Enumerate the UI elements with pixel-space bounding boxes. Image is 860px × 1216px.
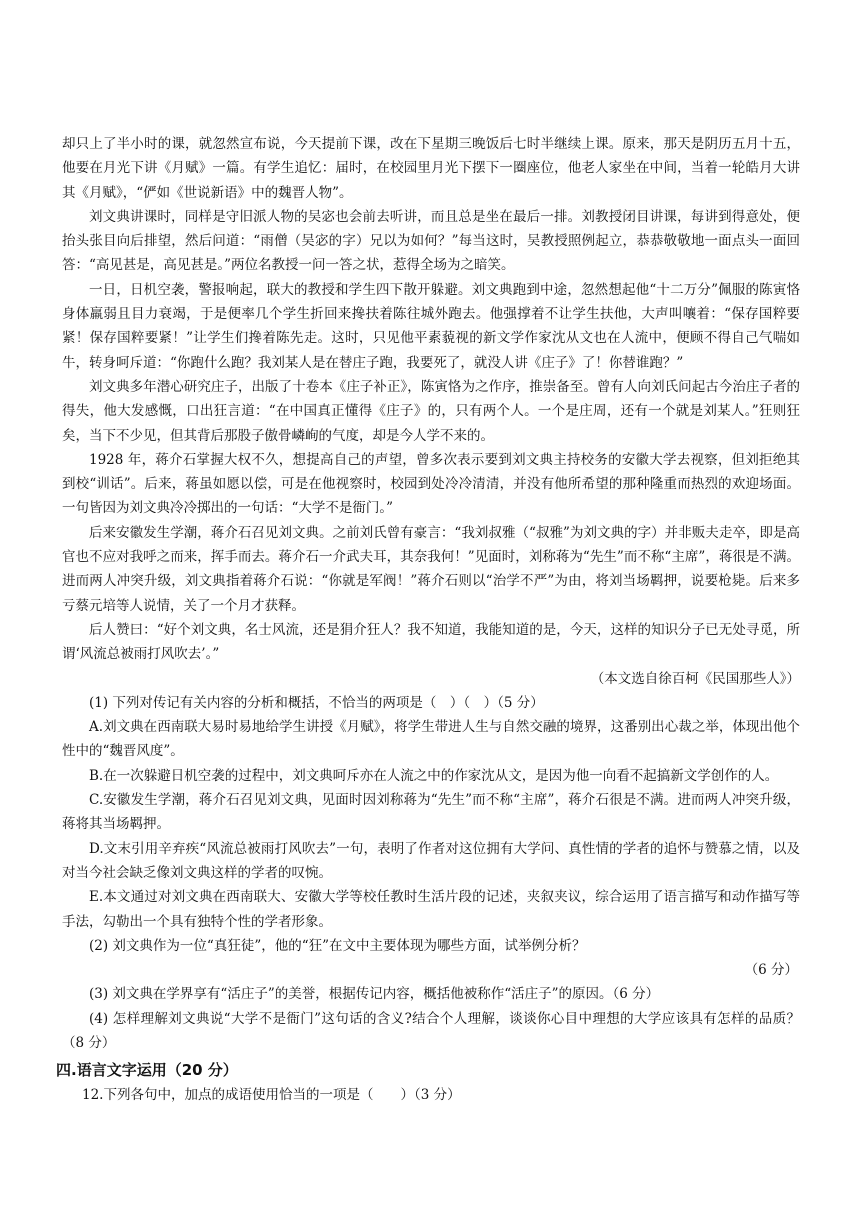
paragraph-4: 刘文典多年潜心研究庄子，出版了十卷本《庄子补正》，陈寅恪为之作序，推崇备至。曾有人向刘氏问起古今治庄子者的得失，他大发感慨，口出狂言道：“在中国真正懂得《庄子》的，只有两个人。一个是庄周，还有一个就是刘某人。”狂则狂矣，当下不少见，但其背后那股子傲骨嶙峋的气度，却是今人学不来的。 [62,378,800,444]
question-1-stem: (1) 下列对传记有关内容的分析和概括，不恰当的两项是（ ）（ ）（5 分） [89,694,544,711]
paragraph-5: 1928 年，蒋介石掌握大权不久，想提高自己的声望，曾多次表示要到刘文典主持校务的安徽大学去视察，但刘拒绝其到校“训话”。后来，蒋虽如愿以偿，可是在他视察时，校园到处冷冷清清，并没有他所希望的那种隆重而热烈的欢迎场面。一句皆因为刘文典冷冷掷出的一句话：“大学不是衙门。” [62,451,800,517]
paragraph-3: 一日，日机空袭，警报响起，联大的教授和学生四下散开躲避。刘文典跑到中途，忽然想起他“十二万分”佩服的陈寅恪身体羸弱且目力衰竭，于是便率几个学生折回来搀扶着陈往城外跑去。他强撑着不让学生扶他，大声叫嚷着：“保存国粹要紧！保存国粹要紧！”让学生们搀着陈先走。这时，只见他平素藐视的新文学作家沈从文也在人流中，便顾不得自己气喘如牛，转身呵斥道：“你跑什么跑？我刘某人是在替庄子跑，我要死了，就没人讲《庄子》了！你替谁跑？” [62,281,800,371]
option-d: D.文末引用辛弃疾“风流总被雨打风吹去”一句，表明了作者对这位拥有大学问、真性情的学者的追怀与赞慕之情，以及对当今社会缺乏像刘文典这样的学者的叹惋。 [62,840,800,881]
question-12: 12.下列各句中，加点的成语使用恰当的一项是（ ）（3 分） [82,1087,461,1104]
paragraph-6: 后来安徽发生学潮，蒋介石召见刘文典。之前刘氏曾有豪言：“我刘叔雅（“叔雅”为刘文典的字）并非贩夫走卒，即是高官也不应对我呼之而来，挥手而去。蒋介石一介武夫耳，其奈我何！”见面时，刘称蒋为“先生”而不称“主席”，蒋很是不满。进而两人冲突升级，刘文典指着蒋介石说：“你就是军阀！”蒋介石则以“治学不严”为由，将刘当场羁押，说要枪毙。后来多亏蔡元培等人说情，关了一个月才获释。 [62,524,800,614]
question-2-score: （6 分） [744,962,798,979]
paragraph-2: 刘文典讲课时，同样是守旧派人物的吴宓也会前去听讲，而且总是坐在最后一排。刘教授闭目讲课，每讲到得意处，便抬头张目向后排望，然后问道：“雨僧（吴宓的字）兄以为如何？”每当这时，吴教授照例起立，恭恭敬敬地一面点头一面回答：“高见甚是，高见甚是。”两位名教授一问一答之状，惹得全场为之暗笑。 [62,208,800,274]
question-3: (3) 刘文典在学界享有“活庄子”的美誉，根据传记内容，概括他被称作“活庄子”的原因。（6 分） [89,986,660,1003]
question-4: (4) 怎样理解刘文典说“大学不是衙门”这句话的含义?结合个人理解，谈谈你心目中理想的大学应该具有怎样的品质？（8 分） [62,1010,800,1051]
option-e: E.本文通过对刘文典在西南联大、安徽大学等校任教时生活片段的记述，夹叙夹议，综合运用了语言描写和动作描写等手法，勾勒出一个具有独特个性的学者形象。 [62,889,800,930]
exam-page [56,132,800,1108]
paragraph-7: 后人赞曰：“好个刘文典，名士风流，还是狷介狂人？我不知道，我能知道的是，今天，这样的知识分子已无处寻觅，所谓‘风流总被雨打风吹去’。” [62,621,800,663]
option-c: C.安徽发生学潮，蒋介石召见刘文典，见面时因刘称蒋为“先生”而不称“主席”，蒋介石很是不满。进而两人冲突升级，蒋将其当场羁押。 [62,792,800,833]
option-b: B.在一次躲避日机空袭的过程中，刘文典呵斥亦在人流之中的作家沈从文，是因为他一向看不起搞新文学创作的人。 [89,767,779,784]
paragraph-1: 却只上了半小时的课，就忽然宣布说，今天提前下课，改在下星期三晚饭后七时半继续上课。原来，那天是阴历五月十五，他要在月光下讲《月赋》一篇。有学生追忆：届时，在校园里月光下摆下一圈座位，他老人家坐在中间，当着一轮皓月大讲其《月赋》，“俨如《世说新语》中的魏晋人物”。 [62,136,800,201]
section-heading: 四.语言文字运用（20 分） [56,1061,238,1080]
source-citation: （本文选自徐百柯《民国那些人》） [590,670,800,687]
option-a: A.刘文典在西南联大易时易地给学生讲授《月赋》，将学生带进人生与自然交融的境界，这番别出心裁之举，体现出他个性中的“魏晋风度”。 [62,719,800,760]
question-2-stem: (2) 刘文典作为一位“真狂徒”，他的“狂”在文中主要体现为哪些方面，试举例分析？ [89,937,586,954]
